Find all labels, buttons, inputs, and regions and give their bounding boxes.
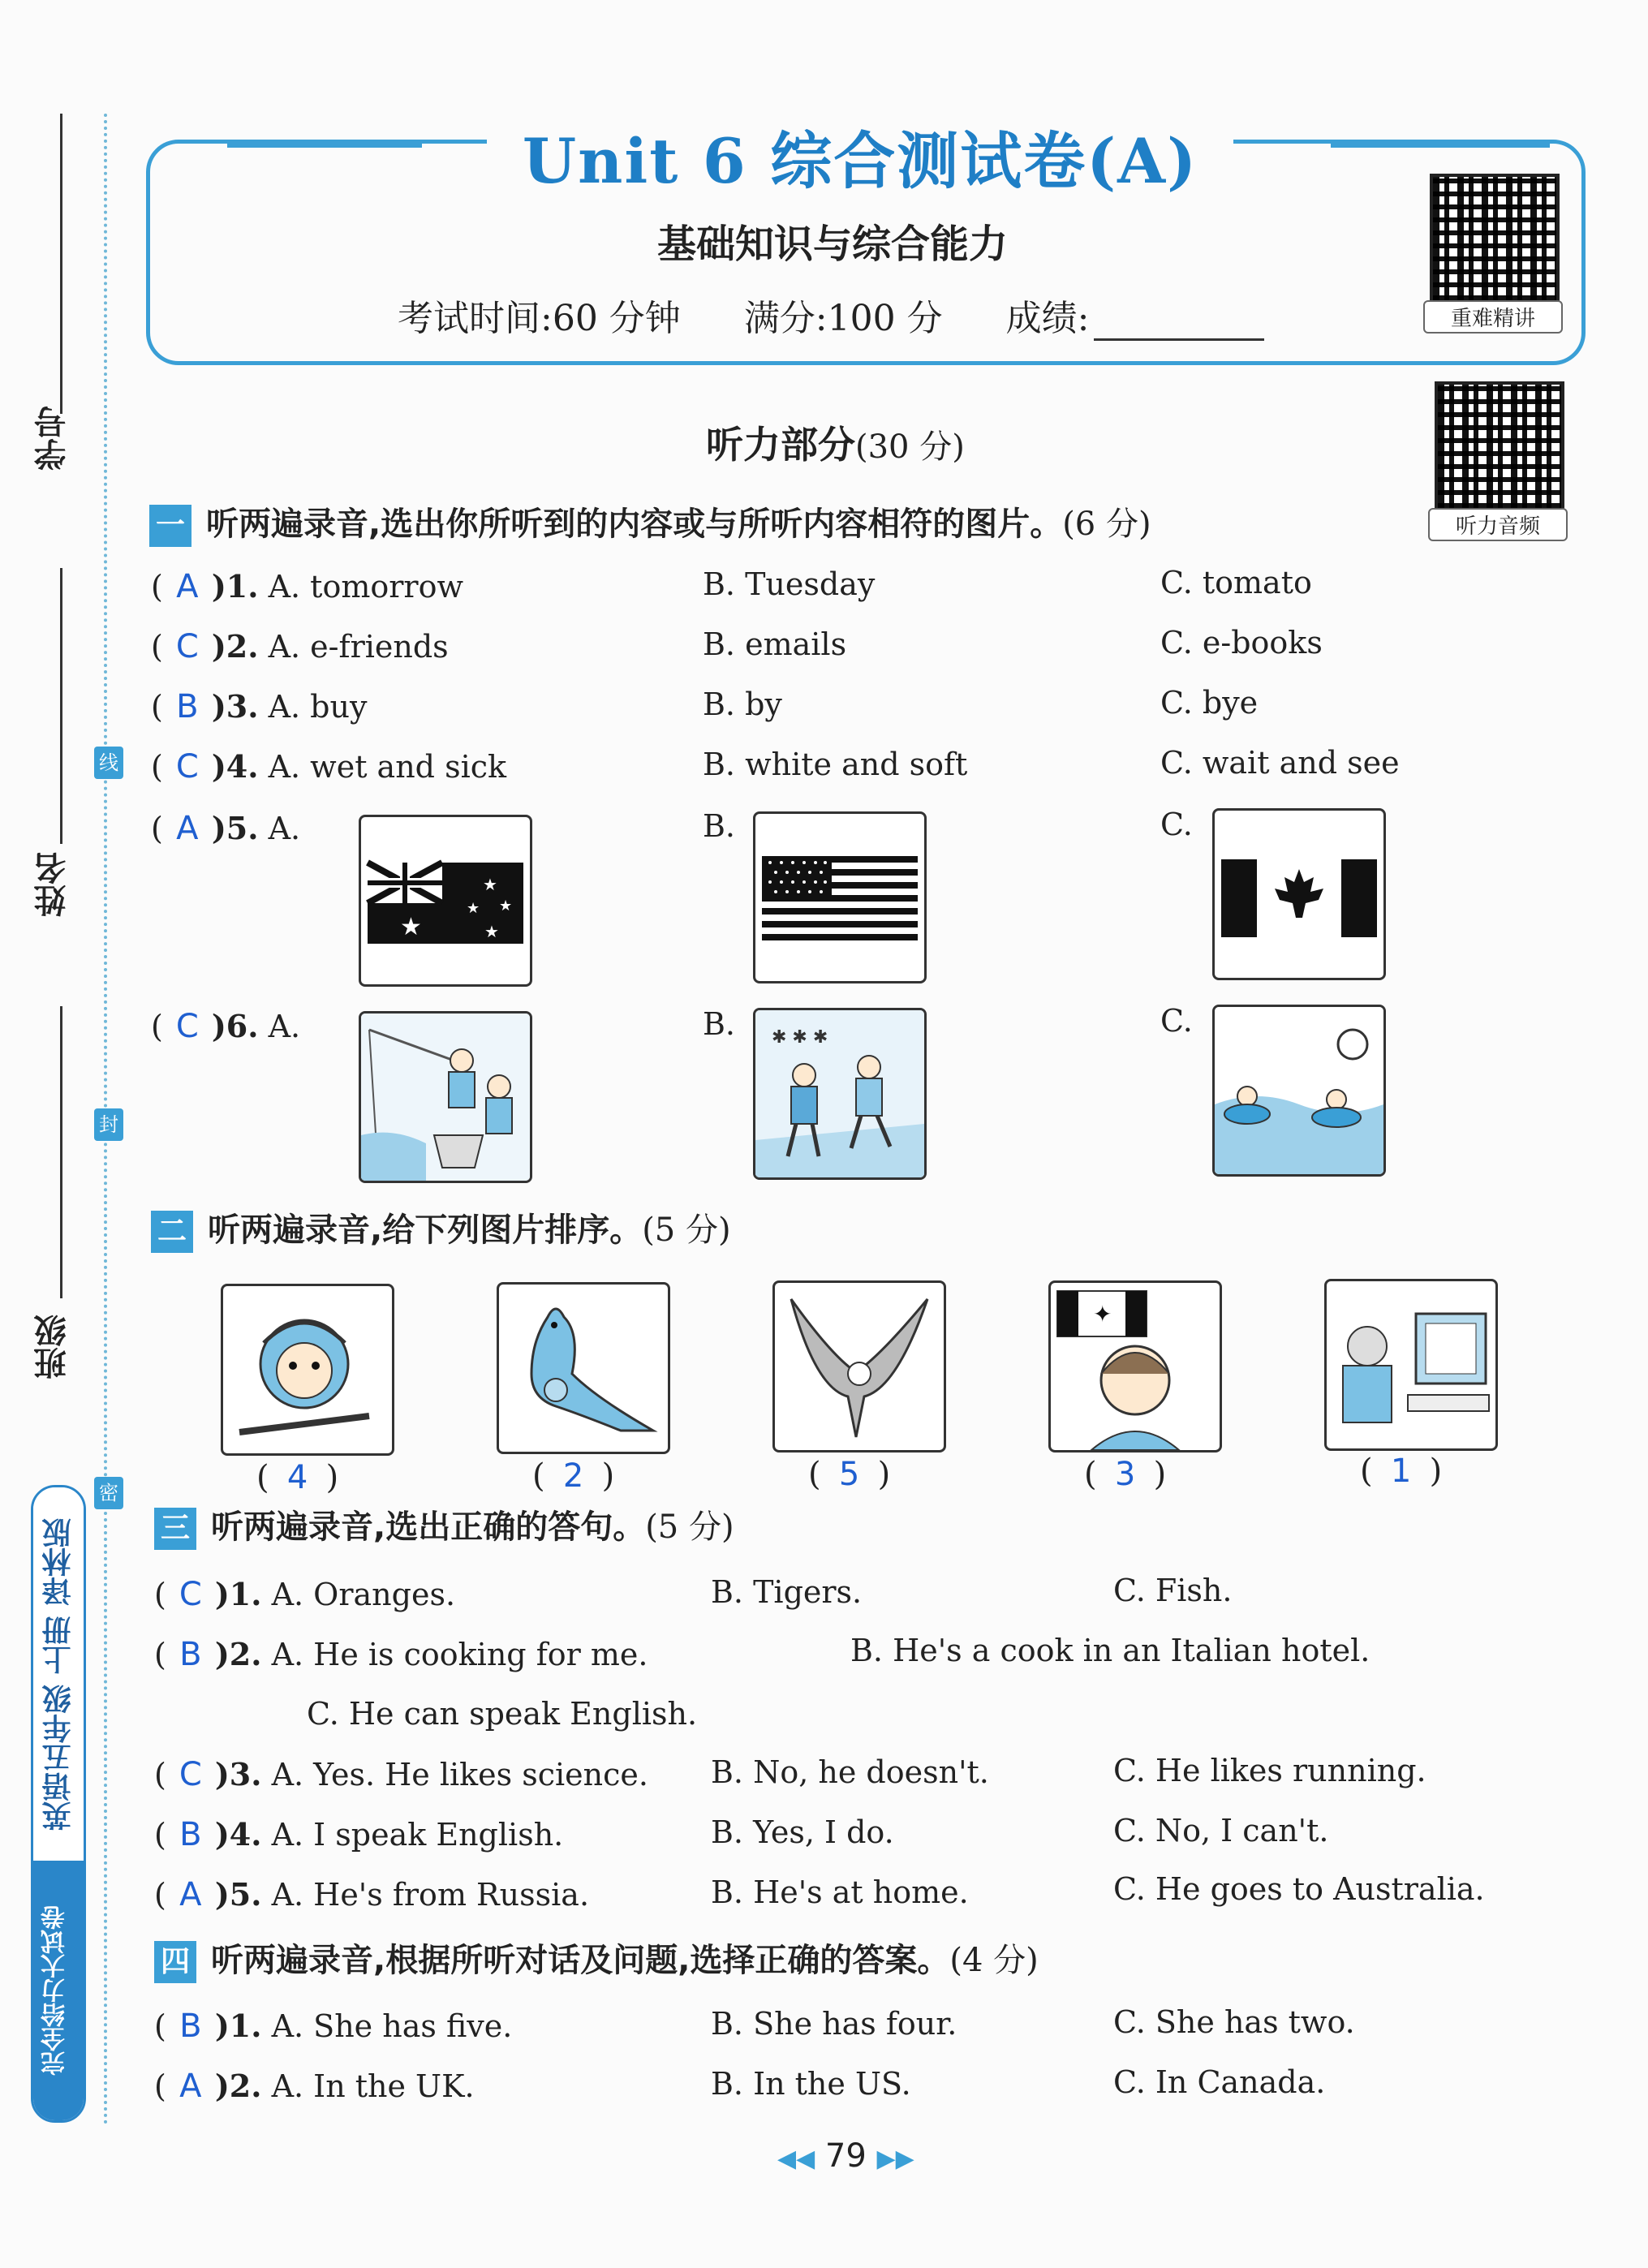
part1-item-1-c: C. tomato (1160, 565, 1312, 600)
qr-code-audio[interactable] (1435, 381, 1564, 511)
svg-text:★: ★ (467, 900, 480, 917)
part1-item-4-c: C. wait and see (1160, 745, 1400, 781)
svg-text:★: ★ (499, 897, 513, 915)
part1-item-2-b: B. emails (703, 626, 847, 662)
next-arrows-icon: ▶▶ (876, 2145, 914, 2173)
part1-item-5-c: C. (1160, 807, 1193, 842)
part3-item-1-b: B. Tigers. (711, 1574, 863, 1610)
part1-heading (149, 498, 1151, 547)
monkey-king-picture[interactable] (221, 1284, 394, 1456)
part3-item-3: ( C )3. A. Yes. He likes science. (154, 1756, 648, 1793)
answer: 5 (838, 1456, 860, 1493)
question-number: )4. (214, 1816, 262, 1853)
part3-item-2: ( B )2. A. He is cooking for me. (154, 1636, 648, 1673)
part2-heading (151, 1204, 731, 1253)
part1-item-4: ( C )4. A. wet and sick (151, 748, 507, 785)
option-a: A. tomorrow (268, 569, 463, 605)
student-id-label: 学号 (34, 406, 71, 471)
option-a: A. Yes. He likes science. (271, 1757, 648, 1792)
part4-points: (4 分) (949, 1942, 1039, 1979)
name-label: 姓名 (34, 852, 71, 917)
part1-item-4-b: B. white and soft (703, 747, 968, 782)
left-arrow-decor (227, 143, 422, 148)
page-subtitle: 基础知识与综合能力 (657, 222, 1009, 267)
part2-points: (5 分) (642, 1211, 731, 1249)
part3-item-3-b: B. No, he doesn't. (711, 1754, 989, 1790)
question-number: )5. (211, 810, 259, 846)
prev-arrows-icon: ◀◀ (777, 2145, 815, 2173)
part1-item-3-b: B. by (703, 686, 782, 722)
part1-item-2-c: C. e-books (1160, 625, 1323, 661)
option-a: A. He is cooking for me. (271, 1637, 648, 1672)
right-arrow-decor (1331, 143, 1550, 148)
part4-badge: 四 (154, 1941, 196, 1983)
svg-text:✦: ✦ (1093, 1301, 1112, 1328)
name-line (60, 568, 62, 844)
answer: 1 (1390, 1452, 1412, 1490)
spine-series-text: 完全给力大试卷 (41, 1905, 70, 2076)
question-number: )4. (211, 748, 259, 785)
question-number: )3. (211, 688, 259, 725)
usa-flag-picture[interactable] (753, 811, 927, 983)
part3-item-2-c: C. He can speak English. (307, 1696, 698, 1732)
page-number: 79 (824, 2137, 867, 2175)
part1-item-6-b: B. (703, 1006, 736, 1042)
question-number: )5. (214, 1876, 262, 1913)
answer: A (179, 1876, 202, 1913)
part1-points: (6 分) (1062, 506, 1151, 543)
answer: C (175, 628, 199, 665)
question-number: )2. (214, 2068, 262, 2104)
score-label: 成绩: (1005, 298, 1090, 339)
option-a: A. He's from Russia. (271, 1877, 590, 1913)
part4-instruction: 听两遍录音,根据所听对话及问题,选择正确的答案。 (211, 1942, 950, 1979)
svg-text:✱ ✱ ✱: ✱ ✱ ✱ (772, 1027, 828, 1048)
full-score: 满分:100 分 (743, 298, 943, 339)
page-footer (777, 2137, 914, 2175)
spine-grade-text: 英语五年级 上册 译林版 (42, 1517, 75, 1831)
class-label: 班级 (34, 1315, 71, 1379)
australia-flag-picture[interactable] (359, 815, 532, 987)
canadian-girl-picture[interactable] (1048, 1280, 1222, 1452)
part4-item-2-c: C. In Canada. (1113, 2064, 1326, 2100)
svg-text:★: ★ (484, 922, 499, 941)
part1-item-6-c: C. (1160, 1003, 1193, 1039)
part4-item-2-b: B. In the US. (711, 2066, 911, 2102)
part4-heading (154, 1934, 1039, 1983)
part4-item-1-b: B. She has four. (711, 2006, 957, 2042)
part1-badge: 一 (149, 505, 191, 547)
part1-item-3-c: C. bye (1160, 685, 1259, 721)
part3-badge: 三 (154, 1508, 196, 1550)
question-number: )2. (214, 1636, 262, 1672)
option-a: A. e-friends (268, 629, 449, 665)
answer: C (175, 748, 199, 785)
part1-item-1: ( A )1. A. tomorrow (151, 568, 463, 605)
part3-item-2-b: B. He's a cook in an Italian hotel. (850, 1633, 1370, 1668)
part1-instruction: 听两遍录音,选出你所听到的内容或与所听内容相符的图片。 (206, 506, 1063, 543)
student-id-line (60, 114, 62, 414)
listening-title-text: 听力部分 (706, 423, 855, 467)
page-title: Unit 6 综合测试卷(A) (487, 112, 1233, 200)
option-a: A. In the UK. (271, 2068, 475, 2104)
option-a: A. buy (268, 689, 368, 725)
answer: B (176, 688, 199, 725)
qr-code-lectures[interactable] (1430, 174, 1560, 303)
part3-item-5: ( A )5. A. He's from Russia. (154, 1876, 590, 1913)
fishing-scene-picture[interactable] (359, 1011, 532, 1183)
option-a: A. Oranges. (271, 1577, 456, 1612)
part2-answer-4: ( 3 ) (1084, 1456, 1167, 1493)
question-number: )1. (214, 1576, 262, 1612)
part3-item-4-c: C. No, I can't. (1113, 1813, 1329, 1848)
part3-instruction: 听两遍录音,选出正确的答句。 (211, 1508, 646, 1546)
svg-text:★: ★ (483, 875, 497, 894)
class-line (60, 1006, 62, 1298)
skating-scene-picture[interactable] (753, 1008, 927, 1180)
score-blank[interactable] (1094, 338, 1264, 341)
part2-answer-5: ( 1 ) (1360, 1452, 1443, 1490)
exam-info (398, 289, 1264, 341)
cut-mark-mi: 密 (94, 1477, 123, 1509)
part3-item-4: ( B )4. A. I speak English. (154, 1816, 564, 1853)
answer: A (176, 568, 199, 605)
answer: C (175, 1008, 199, 1045)
option-a: A. She has five. (271, 2008, 513, 2044)
answer: B (179, 1636, 202, 1673)
answer: 3 (1114, 1456, 1136, 1493)
part3-item-5-c: C. He goes to Australia. (1113, 1871, 1485, 1907)
part2-answer-3: ( 5 ) (808, 1456, 891, 1493)
part3-item-5-b: B. He's at home. (711, 1874, 969, 1910)
question-number: )3. (214, 1756, 262, 1792)
kangaroo-picture[interactable] (497, 1282, 670, 1454)
part3-item-4-b: B. Yes, I do. (711, 1814, 894, 1850)
part2-answer-1: ( 4 ) (256, 1459, 339, 1496)
eagle-picture[interactable] (772, 1280, 946, 1452)
part2-badge: 二 (151, 1211, 193, 1253)
answer: A (176, 810, 199, 847)
part2-answer-2: ( 2 ) (532, 1457, 615, 1495)
part3-heading (154, 1501, 734, 1550)
part1-item-5-b: B. (703, 808, 736, 844)
answer: C (179, 1576, 202, 1613)
part1-item-1-b: B. Tuesday (703, 566, 876, 602)
answer: B (179, 2008, 202, 2045)
part3-points: (5 分) (645, 1508, 734, 1546)
listening-section-title (706, 415, 965, 469)
question-number: )1. (214, 2008, 262, 2044)
option-a: A. (268, 811, 301, 846)
part1-item-2: ( C )2. A. e-friends (151, 628, 449, 665)
qr-label-audio: 听力音频 (1428, 508, 1568, 541)
listening-points: (30 分) (855, 428, 965, 466)
part4-item-1: ( B )1. A. She has five. (154, 2008, 513, 2045)
question-number: )2. (211, 628, 259, 665)
question-number: )1. (211, 568, 259, 605)
part2-instruction: 听两遍录音,给下列图片排序。 (208, 1211, 643, 1249)
part3-item-1-c: C. Fish. (1113, 1573, 1233, 1608)
cut-mark-feng: 封 (94, 1108, 123, 1141)
answer: 4 (286, 1459, 308, 1496)
part3-item-1: ( C )1. A. Oranges. (154, 1576, 456, 1613)
qr-label-lectures: 重难精讲 (1423, 300, 1563, 334)
canada-flag-picture[interactable] (1212, 808, 1386, 980)
part1-item-5: ( A )5. A. (151, 810, 301, 847)
part4-item-1-c: C. She has two. (1113, 2004, 1355, 2040)
answer: B (179, 1816, 202, 1853)
part3-item-3-c: C. He likes running. (1113, 1753, 1426, 1788)
answer: C (179, 1756, 202, 1793)
option-a: A. (268, 1009, 301, 1044)
part4-item-2: ( A )2. A. In the UK. (154, 2068, 475, 2105)
swimming-scene-picture[interactable] (1212, 1005, 1386, 1177)
svg-text:★: ★ (400, 913, 422, 941)
book-spine (31, 1485, 86, 2123)
answer: A (179, 2068, 202, 2105)
computer-user-picture[interactable] (1324, 1279, 1498, 1451)
option-a: A. wet and sick (268, 749, 507, 785)
part1-item-3: ( B )3. A. buy (151, 688, 368, 725)
option-a: A. I speak English. (271, 1817, 564, 1853)
cut-mark-xian: 线 (94, 747, 123, 779)
exam-time: 考试时间:60 分钟 (398, 298, 681, 339)
question-number: )6. (211, 1008, 259, 1044)
part1-item-6: ( C )6. A. (151, 1008, 301, 1045)
answer: 2 (562, 1457, 584, 1495)
